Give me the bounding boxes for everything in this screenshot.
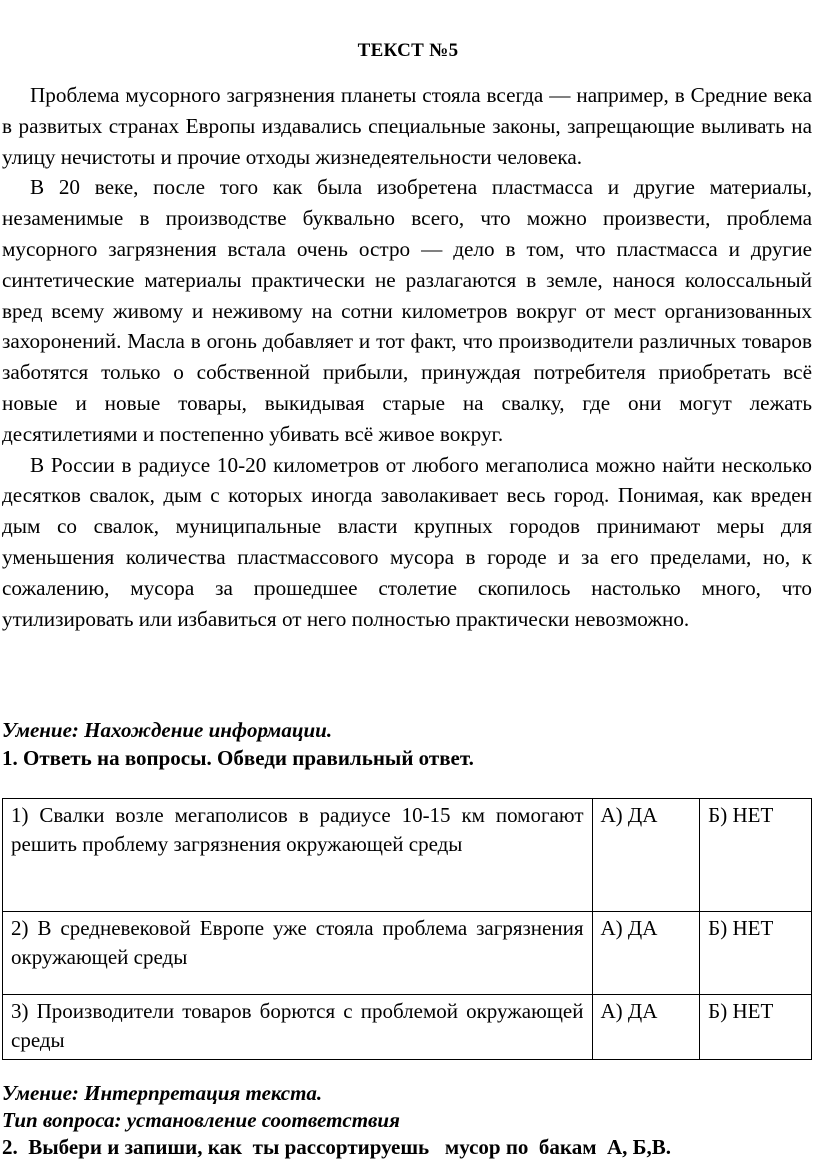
main-text — [2, 80, 812, 634]
question-text: 3) Производители товаров борются с проблемой окружающей среды — [3, 995, 593, 1060]
answer-option-no[interactable]: Б) НЕТ — [700, 995, 812, 1060]
text-title: ТЕКСТ №5 — [357, 40, 459, 61]
answer-option-no[interactable]: Б) НЕТ — [700, 799, 812, 912]
answer-option-yes[interactable]: А) ДА — [592, 995, 700, 1060]
answer-option-yes[interactable]: А) ДА — [592, 912, 700, 995]
paragraph-1: Проблема мусорного загрязнения планеты стояла всегда — например, в Средние века в развитых странах Европы издавались специальные законы, запрещающие выливать на улицу нечистоты и прочие отходы жизнедеятельности человека. — [2, 83, 812, 169]
task-2-heading: 2. Выбери и запиши, как ты рассортируешь мусор по бакам А, Б,В. — [2, 1135, 672, 1159]
question-text: 2) В средневековой Европе уже стояла проблема загрязнения окружающей среды — [3, 912, 593, 995]
answer-option-no[interactable]: Б) НЕТ — [700, 912, 812, 995]
answer-option-yes[interactable]: А) ДА — [592, 799, 700, 912]
task-1-heading: 1. Ответь на вопросы. Обведи правильный ответ. — [2, 746, 474, 770]
table-row — [3, 995, 812, 1060]
skill-label-1: Умение: Нахождение информации. — [2, 718, 333, 742]
skill-label-2: Умение: Интерпретация текста. — [2, 1081, 323, 1105]
question-type-label: Тип вопроса: установление соответствия — [2, 1108, 400, 1132]
table-row — [3, 912, 812, 995]
table-row — [3, 799, 812, 912]
question-text: 1) Свалки возле мегаполисов в радиусе 10-15 км помогают решить проблему загрязнения окружающей среды — [3, 799, 593, 912]
paragraph-3: В России в радиусе 10-20 километров от любого мегаполиса можно найти несколько десятков свалок, дым с которых иногда заволакивает весь город. Понимая, как вреден дым со свалок, муниципальные власти крупных городов принимают меры для уменьшения количества пластмассового мусора в городе и за его пределами, но, к сожалению, мусора за прошедшее столетие скопилось настолько много, что утилизировать или избавиться от него полностью практически невозможно. — [2, 452, 812, 631]
paragraph-2: В 20 веке, после того как была изобретена пластмасса и другие материалы, незаменимые в производстве буквально всего, что можно произвести, проблема мусорного загрязнения встала очень остро — дело в том, что пластмасса и другие синтетические материалы практически не разлагаются в земле, нанося колоссальный вред всему живому и неживому на сотни километров вокруг от мест организованных захоронений. Масла в огонь добавляет и тот факт, что производители различных товаров заботятся только о собственной прибыли, принуждая потребителя приобретать всё новые и новые товары, выкидывая старые на свалку, где они могут лежать десятилетиями и постепенно убивать всё живое вокруг. — [2, 175, 812, 446]
questions-table — [2, 798, 812, 1060]
